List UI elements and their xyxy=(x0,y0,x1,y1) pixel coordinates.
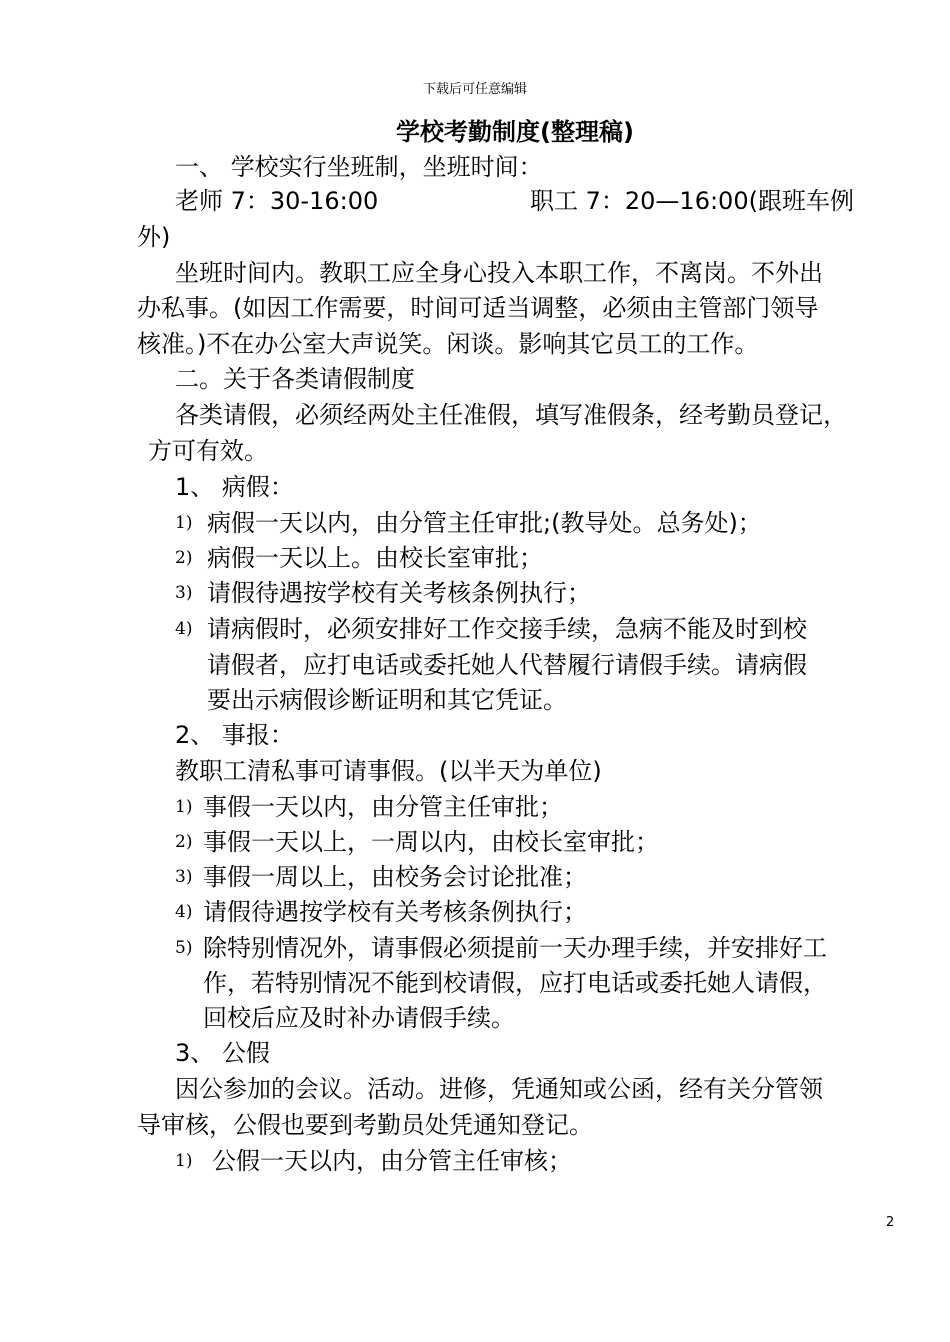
list-number: 1) xyxy=(175,513,193,533)
text-line: 方可有效。 xyxy=(148,437,268,465)
text-line: 办私事。(如因工作需要，时间可适当调整，必须由主管部门领导 xyxy=(137,294,819,322)
list-item: 除特别情况外，请事假必须提前一天办理手续，并安排好工 xyxy=(203,934,827,962)
list-number: 5) xyxy=(175,938,193,958)
text-line: 教职工清私事可请事假。(以半天为单位) xyxy=(175,757,602,785)
list-item: 请假待遇按学校有关考核条例执行； xyxy=(203,898,587,926)
subsection-heading: 3、 公假 xyxy=(175,1039,270,1067)
list-number: 2) xyxy=(175,832,193,852)
list-number: 2) xyxy=(175,548,193,568)
list-item: 事假一天以上，一周以内，由校长室审批； xyxy=(203,828,659,856)
list-number: 1) xyxy=(175,797,193,817)
list-item: 回校后应及时补办请假手续。 xyxy=(203,1004,515,1032)
list-item: 事假一周以上，由校务会讨论批准； xyxy=(203,863,587,891)
list-item: 请假者，应打电话或委托她人代替履行请假手续。请病假 xyxy=(207,651,807,679)
list-item: 病假一天以上。由校长室审批； xyxy=(207,544,543,572)
subsection-heading: 1、 病假： xyxy=(175,473,294,501)
section-heading: 二。关于各类请假制度 xyxy=(175,365,415,393)
text-line: 一、 学校实行坐班制，坐班时间： xyxy=(175,153,543,181)
list-item: 事假一天以内，由分管主任审批； xyxy=(203,793,563,821)
list-number: 4) xyxy=(175,902,193,922)
list-item: 要出示病假诊断证明和其它凭证。 xyxy=(207,686,567,714)
list-item: 请病假时，必须安排好工作交接手续，急病不能及时到校 xyxy=(207,615,807,643)
text-line: 各类请假，必须经两处主任准假，填写准假条，经考勤员登记， xyxy=(175,401,847,429)
text-line: 老师 7：30-16:00 xyxy=(175,187,379,215)
list-number: 1) xyxy=(175,1151,193,1171)
list-item: 公假一天以内，由分管主任审核； xyxy=(212,1147,572,1175)
text-line: 核准。)不在办公室大声说笑。闲谈。影响其它员工的工作。 xyxy=(137,330,759,358)
list-item: 作，若特别情况不能到校请假，应打电话或委托她人请假， xyxy=(203,969,827,997)
text-line: 外) xyxy=(137,223,171,251)
text-line: 坐班时间内。教职工应全身心投入本职工作，不离岗。不外出 xyxy=(175,259,823,287)
page-header: 下载后可任意编辑 xyxy=(422,82,527,97)
list-item: 病假一天以内，由分管主任审批;(教导处。总务处)； xyxy=(207,509,762,537)
page-number: 2 xyxy=(886,1215,895,1230)
document-title: 学校考勤制度(整理稿) xyxy=(396,118,634,146)
text-line: 导审核，公假也要到考勤员处凭通知登记。 xyxy=(137,1111,593,1139)
list-item: 请假待遇按学校有关考核条例执行； xyxy=(207,579,591,607)
subsection-heading: 2、 事报： xyxy=(175,721,294,749)
list-number: 3) xyxy=(175,867,193,887)
text-line: 职工 7：20—16:00(跟班车例 xyxy=(530,187,854,215)
list-number: 4) xyxy=(175,619,193,639)
text-line: 因公参加的会议。活动。进修，凭通知或公函，经有关分管领 xyxy=(175,1075,823,1103)
list-number: 3) xyxy=(175,583,193,603)
